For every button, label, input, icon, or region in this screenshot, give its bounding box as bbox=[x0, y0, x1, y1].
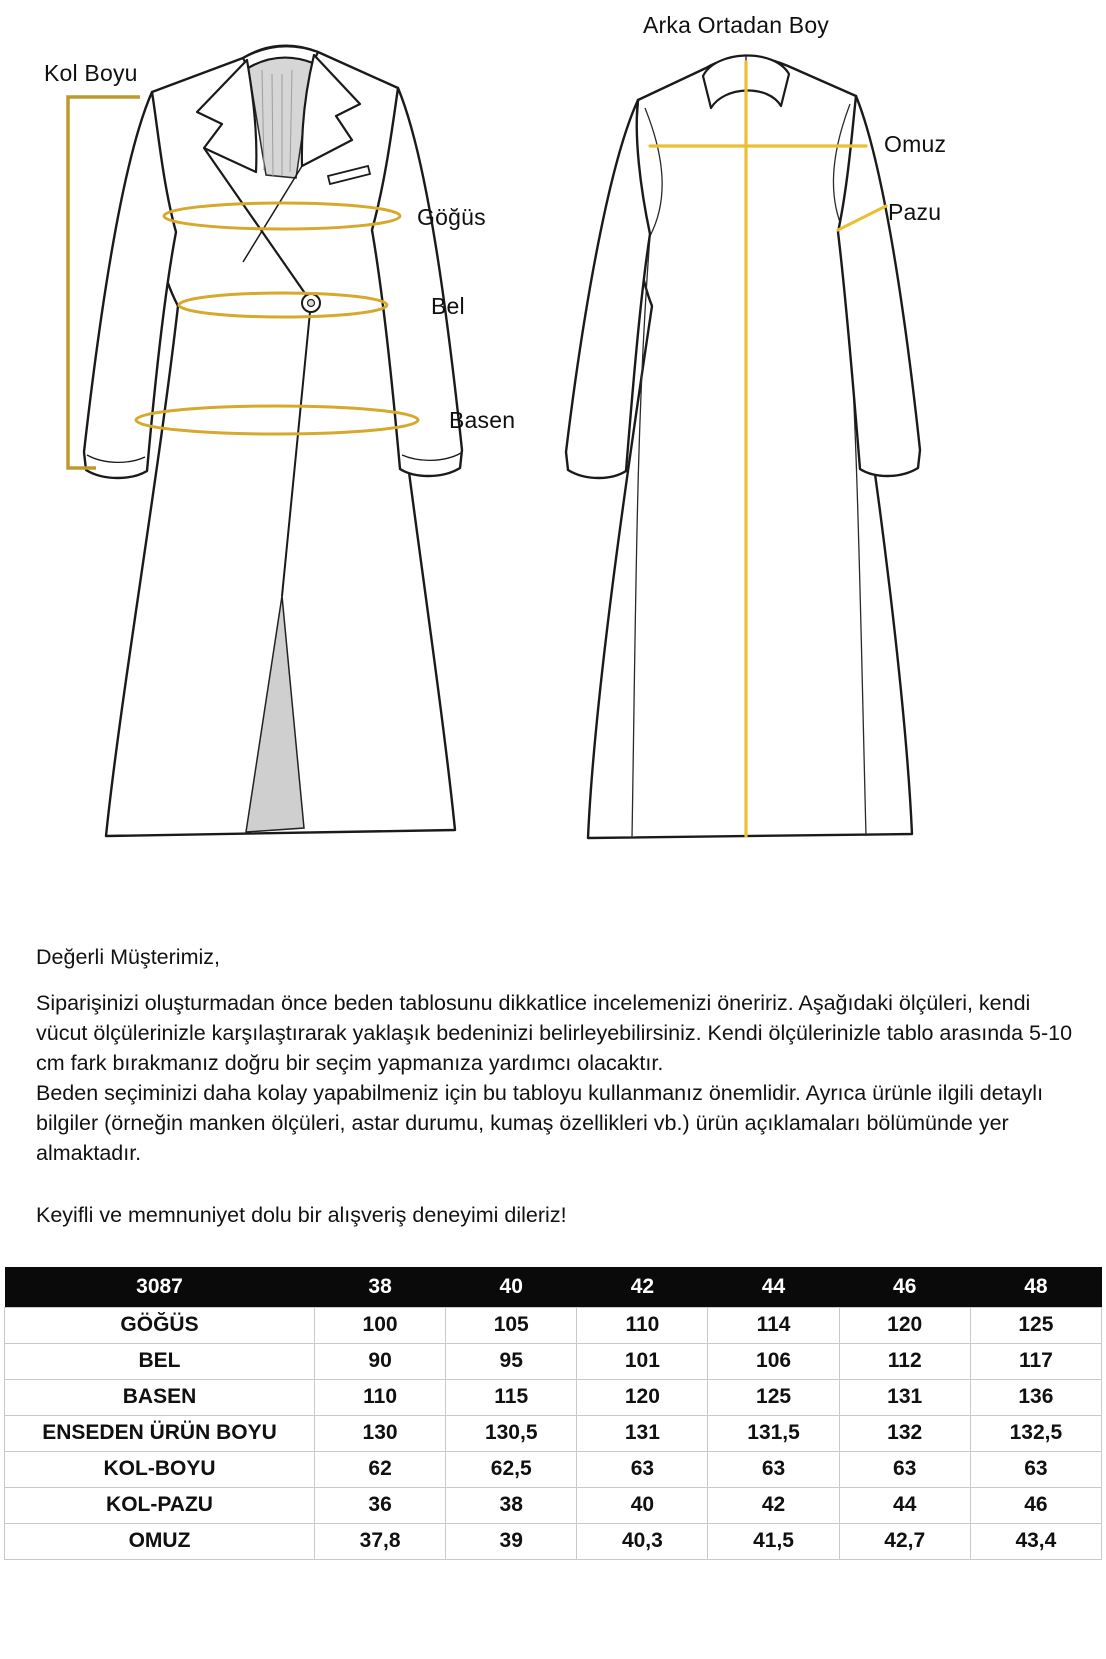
measurement-value-cell: 100 bbox=[315, 1307, 446, 1343]
measurement-value-cell: 131 bbox=[577, 1415, 708, 1451]
size-column-header: 42 bbox=[577, 1267, 708, 1307]
measurement-value-cell: 36 bbox=[315, 1487, 446, 1523]
size-column-header: 44 bbox=[708, 1267, 839, 1307]
measurement-row-label: KOL-BOYU bbox=[5, 1451, 315, 1487]
size-column-header: 48 bbox=[970, 1267, 1101, 1307]
customer-info-text bbox=[36, 942, 1080, 1230]
measurement-value-cell: 131,5 bbox=[708, 1415, 839, 1451]
measurement-value-cell: 90 bbox=[315, 1343, 446, 1379]
label-pazu: Pazu bbox=[888, 199, 942, 225]
measurement-value-cell: 115 bbox=[446, 1379, 577, 1415]
label-arka-ortadan-boy: Arka Ortadan Boy bbox=[643, 12, 830, 38]
measurement-value-cell: 40 bbox=[577, 1487, 708, 1523]
size-column-header: 38 bbox=[315, 1267, 446, 1307]
measurement-value-cell: 112 bbox=[839, 1343, 970, 1379]
measurement-row-label: GÖĞÜS bbox=[5, 1307, 315, 1343]
closing-text: Keyifli ve memnuniyet dolu bir alışveriş deneyimi dileriz! bbox=[36, 1203, 567, 1227]
measurement-value-cell: 117 bbox=[970, 1343, 1101, 1379]
measurement-value-cell: 63 bbox=[839, 1451, 970, 1487]
size-table bbox=[4, 1267, 1102, 1560]
size-table-row bbox=[5, 1379, 1102, 1415]
info-paragraph-1: Siparişinizi oluşturmadan önce beden tablosunu dikkatlice incelemenizi öneririz. Aşağıdaki ölçüleri, kendi vücut ölçülerinizle karşılaştırarak yaklaşık bedeninizi belirleyebilirsiniz. Kendi ölçülerinizle tablo arasında 5-10 cm fark bırakmanız doğru bir seçim yapmanıza yardımcı olacaktır. bbox=[36, 991, 1073, 1075]
label-omuz: Omuz bbox=[884, 131, 947, 157]
measurement-value-cell: 101 bbox=[577, 1343, 708, 1379]
measurement-value-cell: 106 bbox=[708, 1343, 839, 1379]
size-table-row bbox=[5, 1487, 1102, 1523]
size-table-row bbox=[5, 1343, 1102, 1379]
measurement-value-cell: 136 bbox=[970, 1379, 1101, 1415]
measurement-value-cell: 131 bbox=[839, 1379, 970, 1415]
size-column-header: 46 bbox=[839, 1267, 970, 1307]
measurement-value-cell: 120 bbox=[839, 1307, 970, 1343]
measurement-value-cell: 130,5 bbox=[446, 1415, 577, 1451]
measurement-row-label: OMUZ bbox=[5, 1523, 315, 1559]
label-basen: Basen bbox=[449, 407, 516, 433]
measurement-value-cell: 95 bbox=[446, 1343, 577, 1379]
info-paragraph-2: Beden seçiminizi daha kolay yapabilmeniz için bu tabloyu kullanmanız önemlidir. Ayrıca ürünle ilgili detaylı bilgiler (örneğin manken ölçüleri, astar durumu, kumaş özellikleri vb.) ürün açıklamaları bölümünde yer almaktadır. bbox=[36, 1081, 1044, 1165]
label-bel: Bel bbox=[431, 293, 465, 319]
size-table-header-row bbox=[5, 1267, 1102, 1307]
measurement-value-cell: 63 bbox=[577, 1451, 708, 1487]
measurement-value-cell: 62,5 bbox=[446, 1451, 577, 1487]
measurement-value-cell: 130 bbox=[315, 1415, 446, 1451]
measurement-row-label: ENSEDEN ÜRÜN BOYU bbox=[5, 1415, 315, 1451]
size-table-row bbox=[5, 1451, 1102, 1487]
measurement-value-cell: 38 bbox=[446, 1487, 577, 1523]
measurement-row-label: KOL-PAZU bbox=[5, 1487, 315, 1523]
size-table-row bbox=[5, 1523, 1102, 1559]
measurement-value-cell: 44 bbox=[839, 1487, 970, 1523]
measurement-value-cell: 42,7 bbox=[839, 1523, 970, 1559]
greeting-text: Değerli Müşterimiz, bbox=[36, 945, 220, 969]
measurement-value-cell: 41,5 bbox=[708, 1523, 839, 1559]
measurement-value-cell: 63 bbox=[970, 1451, 1101, 1487]
measurement-value-cell: 40,3 bbox=[577, 1523, 708, 1559]
measurement-value-cell: 125 bbox=[970, 1307, 1101, 1343]
measurement-row-label: BASEN bbox=[5, 1379, 315, 1415]
measurement-value-cell: 62 bbox=[315, 1451, 446, 1487]
front-button-center bbox=[308, 300, 315, 307]
measurement-value-cell: 110 bbox=[315, 1379, 446, 1415]
measurement-value-cell: 105 bbox=[446, 1307, 577, 1343]
measurement-value-cell: 125 bbox=[708, 1379, 839, 1415]
size-table-row bbox=[5, 1415, 1102, 1451]
measurement-value-cell: 46 bbox=[970, 1487, 1101, 1523]
label-kol-boyu: Kol Boyu bbox=[44, 60, 138, 86]
measurement-value-cell: 63 bbox=[708, 1451, 839, 1487]
size-table-row bbox=[5, 1307, 1102, 1343]
measurement-value-cell: 132,5 bbox=[970, 1415, 1101, 1451]
product-code-header: 3087 bbox=[5, 1267, 315, 1307]
measurement-value-cell: 110 bbox=[577, 1307, 708, 1343]
measurement-value-cell: 132 bbox=[839, 1415, 970, 1451]
measurement-value-cell: 37,8 bbox=[315, 1523, 446, 1559]
measurement-value-cell: 120 bbox=[577, 1379, 708, 1415]
measurement-value-cell: 39 bbox=[446, 1523, 577, 1559]
measurement-value-cell: 43,4 bbox=[970, 1523, 1101, 1559]
measurement-value-cell: 114 bbox=[708, 1307, 839, 1343]
measurement-value-cell: 42 bbox=[708, 1487, 839, 1523]
measurement-row-label: BEL bbox=[5, 1343, 315, 1379]
size-column-header: 40 bbox=[446, 1267, 577, 1307]
label-gogus: Göğüs bbox=[417, 204, 486, 230]
